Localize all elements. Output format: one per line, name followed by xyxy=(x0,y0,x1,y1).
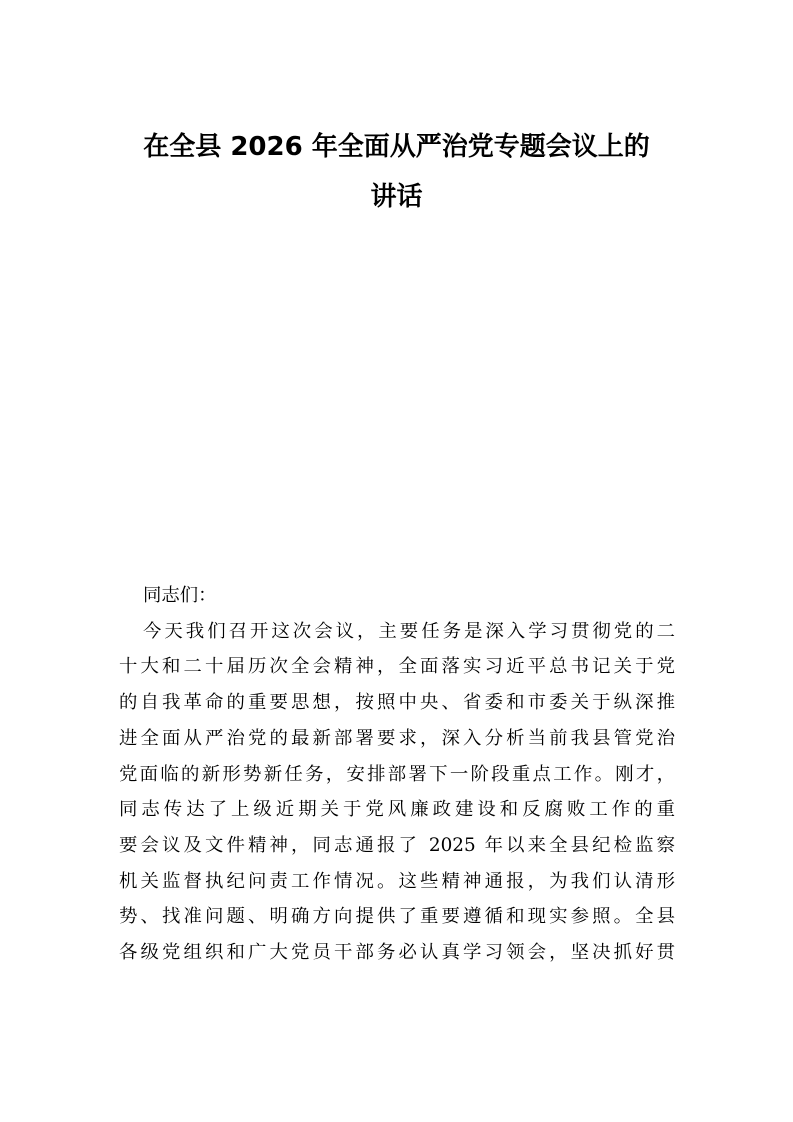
paragraph-line-2: 十大和二十届历次全会精神，全面落实习近平总书记关于党 xyxy=(119,656,675,678)
document-title xyxy=(100,122,693,222)
paragraph-line-1: 今天我们召开这次会议，主要任务是深入学习贯彻党的二 xyxy=(143,620,675,642)
title-line-1: 在全县 2026 年全面从严治党专题会议上的 xyxy=(143,132,650,162)
paragraph-line-10: 各级党组织和广大党员干部务必认真学习领会，坚决抓好贯 xyxy=(119,942,675,964)
paragraph-line-6: 同志传达了上级近期关于党风廉政建设和反腐败工作的重 xyxy=(119,799,675,821)
paragraph-line-7: 要会议及文件精神，同志通报了 2025 年以来全县纪检监察 xyxy=(119,834,675,856)
document-body xyxy=(119,578,675,971)
speech-paragraph xyxy=(119,614,675,971)
paragraph-line-5: 党面临的新形势新任务，安排部署下一阶段重点工作。刚才， xyxy=(119,763,675,785)
paragraph-line-9: 势、找准问题、明确方向提供了重要遵循和现实参照。全县 xyxy=(119,906,675,928)
paragraph-line-8: 机关监督执纪问责工作情况。这些精神通报，为我们认清形 xyxy=(119,870,675,892)
paragraph-line-3: 的自我革命的重要思想，按照中央、省委和市委关于纵深推 xyxy=(119,692,675,714)
greeting: 同志们： xyxy=(143,585,217,606)
title-line-2: 讲话 xyxy=(370,182,423,212)
paragraph-line-4: 进全面从严治党的最新部署要求，深入分析当前我县管党治 xyxy=(119,727,675,749)
